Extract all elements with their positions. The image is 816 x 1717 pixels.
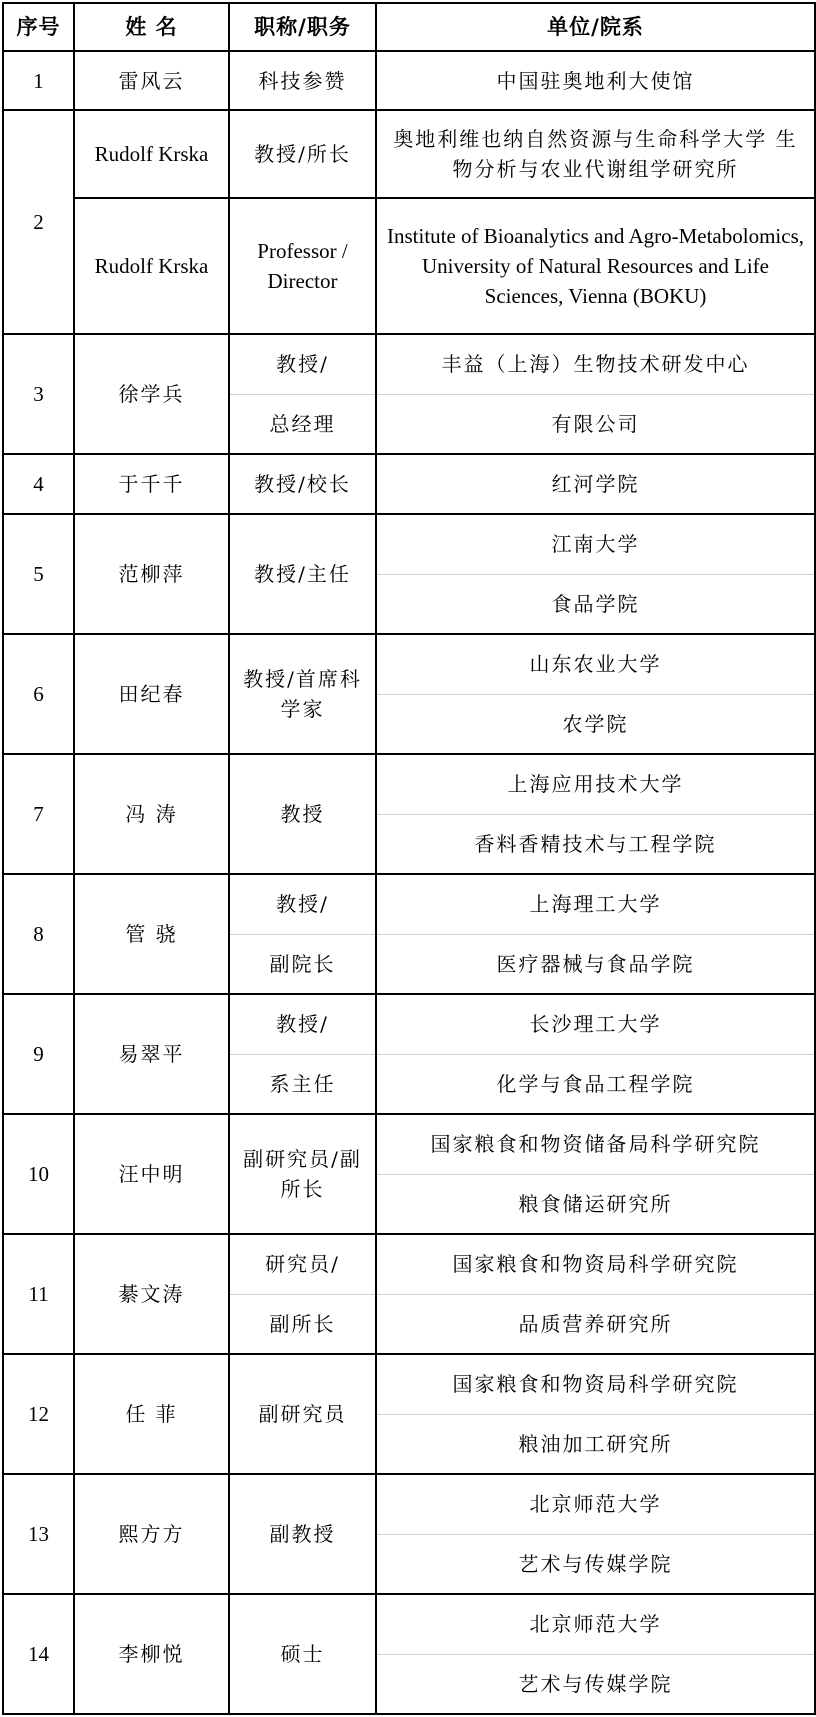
row-name: 徐学兵 — [74, 334, 229, 454]
header-index: 序号 — [3, 3, 74, 51]
row-unit: 中国驻奥地利大使馆 — [376, 51, 815, 110]
row-name: 綦文涛 — [74, 1234, 229, 1354]
row-name: 田纪春 — [74, 634, 229, 754]
row-unit: 粮油加工研究所 — [376, 1414, 815, 1474]
row-unit: 北京师范大学 — [376, 1474, 815, 1534]
table-row — [3, 1354, 815, 1414]
row-index: 13 — [3, 1474, 74, 1594]
header-row — [3, 3, 815, 51]
header-name: 姓 名 — [74, 3, 229, 51]
row-title: 副院长 — [229, 934, 376, 994]
row-unit: 医疗器械与食品学院 — [376, 934, 815, 994]
row-unit: 粮食储运研究所 — [376, 1174, 815, 1234]
table-row — [3, 994, 815, 1054]
row-unit: 国家粮食和物资储备局科学研究院 — [376, 1114, 815, 1174]
row-title: 系主任 — [229, 1054, 376, 1114]
row-unit: 丰益（上海）生物技术研发中心 — [376, 334, 815, 394]
row-index: 1 — [3, 51, 74, 110]
row-name: 熙方方 — [74, 1474, 229, 1594]
row-name: Rudolf Krska — [74, 198, 229, 334]
row-index: 14 — [3, 1594, 74, 1714]
header-unit: 单位/院系 — [376, 3, 815, 51]
table-row — [3, 454, 815, 514]
row-name: Rudolf Krska — [74, 110, 229, 198]
row-title: 副研究员/副所长 — [229, 1114, 376, 1234]
row-name: 冯 涛 — [74, 754, 229, 874]
table-row — [3, 198, 815, 334]
row-index: 9 — [3, 994, 74, 1114]
row-name: 李柳悦 — [74, 1594, 229, 1714]
row-name: 范柳萍 — [74, 514, 229, 634]
row-title: 教授/ — [229, 994, 376, 1054]
row-unit: 山东农业大学 — [376, 634, 815, 694]
row-unit: 长沙理工大学 — [376, 994, 815, 1054]
table-row — [3, 334, 815, 394]
row-unit: 北京师范大学 — [376, 1594, 815, 1654]
row-unit: 艺术与传媒学院 — [376, 1654, 815, 1714]
row-unit: 化学与食品工程学院 — [376, 1054, 815, 1114]
row-index: 6 — [3, 634, 74, 754]
row-unit: 品质营养研究所 — [376, 1294, 815, 1354]
row-unit: 江南大学 — [376, 514, 815, 574]
table-row — [3, 514, 815, 574]
row-unit: 香料香精技术与工程学院 — [376, 814, 815, 874]
row-name: 任 菲 — [74, 1354, 229, 1474]
row-unit: 农学院 — [376, 694, 815, 754]
row-title: Professor / Director — [229, 198, 376, 334]
row-title: 教授/ — [229, 334, 376, 394]
row-title: 副教授 — [229, 1474, 376, 1594]
row-unit: 上海应用技术大学 — [376, 754, 815, 814]
row-index: 4 — [3, 454, 74, 514]
row-unit: 上海理工大学 — [376, 874, 815, 934]
row-index: 7 — [3, 754, 74, 874]
row-index: 10 — [3, 1114, 74, 1234]
row-index: 5 — [3, 514, 74, 634]
row-unit: 奥地利维也纳自然资源与生命科学大学 生物分析与农业代谢组学研究所 — [376, 110, 815, 198]
row-title: 副研究员 — [229, 1354, 376, 1474]
row-index: 11 — [3, 1234, 74, 1354]
table-row — [3, 1594, 815, 1654]
row-unit: 红河学院 — [376, 454, 815, 514]
row-title: 教授/校长 — [229, 454, 376, 514]
row-index: 3 — [3, 334, 74, 454]
row-unit: 有限公司 — [376, 394, 815, 454]
row-title: 教授/ — [229, 874, 376, 934]
row-title: 研究员/ — [229, 1234, 376, 1294]
row-title: 总经理 — [229, 394, 376, 454]
row-unit: 国家粮食和物资局科学研究院 — [376, 1354, 815, 1414]
row-index: 8 — [3, 874, 74, 994]
table-row — [3, 51, 815, 110]
row-title: 教授/主任 — [229, 514, 376, 634]
row-title: 副所长 — [229, 1294, 376, 1354]
row-title: 教授 — [229, 754, 376, 874]
table-row — [3, 754, 815, 814]
row-name: 易翠平 — [74, 994, 229, 1114]
row-title: 硕士 — [229, 1594, 376, 1714]
row-name: 汪中明 — [74, 1114, 229, 1234]
row-unit: Institute of Bioanalytics and Agro-Metabolomics, University of Natural Resources and Life Sciences, Vienna (BOKU) — [376, 198, 815, 334]
table-row — [3, 634, 815, 694]
row-unit: 艺术与传媒学院 — [376, 1534, 815, 1594]
table-row — [3, 1114, 815, 1174]
row-unit: 食品学院 — [376, 574, 815, 634]
table-row — [3, 1234, 815, 1294]
row-name: 于千千 — [74, 454, 229, 514]
table-row — [3, 110, 815, 198]
row-index: 12 — [3, 1354, 74, 1474]
participant-table — [2, 2, 816, 1715]
header-title: 职称/职务 — [229, 3, 376, 51]
table-row — [3, 874, 815, 934]
row-title: 教授/首席科学家 — [229, 634, 376, 754]
row-name: 管 骁 — [74, 874, 229, 994]
row-name: 雷风云 — [74, 51, 229, 110]
row-unit: 国家粮食和物资局科学研究院 — [376, 1234, 815, 1294]
row-index: 2 — [3, 110, 74, 334]
table-row — [3, 1474, 815, 1534]
row-title: 教授/所长 — [229, 110, 376, 198]
row-title: 科技参赞 — [229, 51, 376, 110]
